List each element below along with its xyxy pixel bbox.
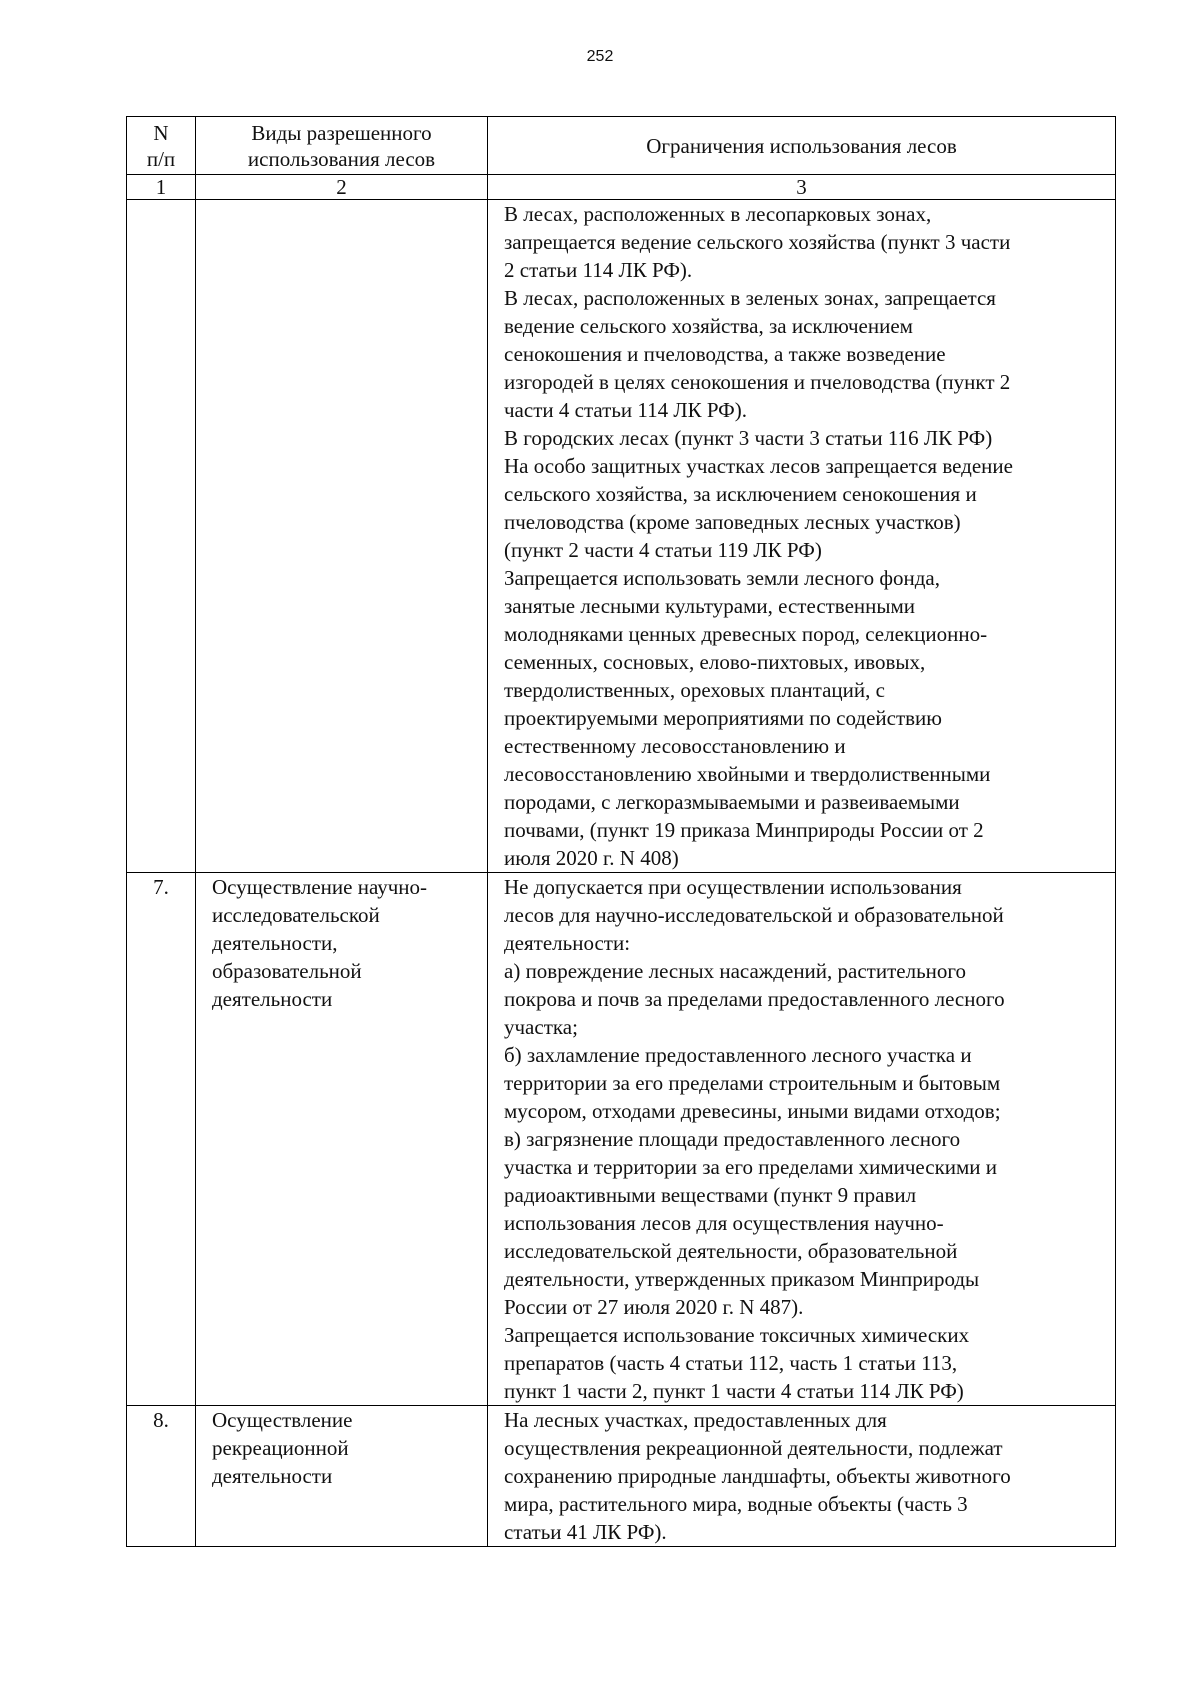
restriction-line: 2 статьи 114 ЛК РФ). [504, 258, 693, 282]
restriction-line: естественному лесовосстановлению и [504, 734, 846, 758]
restriction-line: деятельности: [504, 931, 631, 955]
restriction-line: июля 2020 г. N 408) [504, 846, 679, 870]
forest-use-restrictions-table [126, 116, 1116, 1547]
restriction-line: В лесах, расположенных в лесопарковых зонах, [504, 202, 932, 226]
row-number: 7. [127, 873, 196, 1406]
restriction-line: пчеловодства (кроме заповедных лесных участков) [504, 510, 961, 534]
restriction-line: территории за его пределами строительным и бытовым [504, 1071, 1001, 1095]
use-type-line: рекреационной [212, 1436, 349, 1460]
row-number: 8. [127, 1406, 196, 1547]
restriction-line: Запрещается использование токсичных химических [504, 1323, 970, 1347]
restriction-line: В городских лесах (пункт 3 части 3 статьи 116 ЛК РФ) [504, 426, 993, 450]
restriction-line: проектируемыми мероприятиями по содействию [504, 706, 942, 730]
restriction-cell [488, 1406, 1116, 1547]
use-type-line: исследовательской [212, 903, 380, 927]
restriction-line: покрова и почв за пределами предоставленного лесного [504, 987, 1005, 1011]
restriction-line: изгородей в целях сенокошения и пчеловодства (пункт 2 [504, 370, 1011, 394]
restriction-line: сохранению природные ландшафты, объекты животного [504, 1464, 1011, 1488]
restriction-line: В лесах, расположенных в зеленых зонах, запрещается [504, 286, 996, 310]
restriction-line: лесовосстановлению хвойными и твердолиственными [504, 762, 991, 786]
row-number [127, 200, 196, 873]
column-number: 1 [127, 175, 196, 200]
restriction-line: Запрещается использовать земли лесного фонда, [504, 566, 940, 590]
use-type-line: Осуществление [212, 1408, 353, 1432]
column-number: 2 [196, 175, 488, 200]
header-use-type-line: Виды разрешенного [251, 120, 432, 145]
restriction-line: пункт 1 части 2, пункт 1 части 4 статьи 114 ЛК РФ) [504, 1379, 964, 1403]
use-type-line: деятельности [212, 987, 333, 1011]
table-row [127, 1406, 1116, 1547]
header-row [127, 117, 1116, 175]
header-number [127, 117, 196, 175]
header-number-line: п/п [146, 146, 176, 171]
restriction-line: в) загрязнение площади предоставленного лесного [504, 1127, 961, 1151]
header-restrictions: Ограничения использования лесов [488, 117, 1116, 175]
page-number: 252 [586, 48, 614, 65]
restriction-line: На лесных участках, предоставленных для [504, 1408, 887, 1432]
restriction-line: статьи 41 ЛК РФ). [504, 1520, 667, 1544]
restriction-line: мусором, отходами древесины, иными видами отходов; [504, 1099, 1001, 1123]
use-type-line: деятельности, [212, 931, 338, 955]
restriction-line: участка; [504, 1015, 578, 1039]
restriction-cell [488, 200, 1116, 873]
restriction-line: твердолиственных, ореховых плантаций, с [504, 678, 885, 702]
header-number-line: N [153, 120, 169, 145]
restriction-line: почвами, (пункт 19 приказа Минприроды России от 2 [504, 818, 984, 842]
use-type-line: Осуществление научно- [212, 875, 427, 899]
use-type-cell [196, 200, 488, 873]
restriction-line: исследовательской деятельности, образовательной [504, 1239, 958, 1263]
restriction-line: запрещается ведение сельского хозяйства (пункт 3 части [504, 230, 1011, 254]
restriction-line: сельского хозяйства, за исключением сенокошения и [504, 482, 977, 506]
table-row [127, 200, 1116, 873]
restriction-line: деятельности, утвержденных приказом Минприроды [504, 1267, 980, 1291]
restriction-line: мира, растительного мира, водные объекты (часть 3 [504, 1492, 968, 1516]
column-number: 3 [488, 175, 1116, 200]
restriction-line: части 4 статьи 114 ЛК РФ). [504, 398, 748, 422]
header-use-type [196, 117, 488, 175]
restriction-line: препаратов (часть 4 статьи 112, часть 1 статьи 113, [504, 1351, 958, 1375]
restriction-line: использования лесов для осуществления научно- [504, 1211, 944, 1235]
restriction-line: участка и территории за его пределами химическими и [504, 1155, 998, 1179]
restriction-cell [488, 873, 1116, 1406]
restriction-line: сенокошения и пчеловодства, а также возведение [504, 342, 946, 366]
restriction-line: а) повреждение лесных насаждений, растительного [504, 959, 966, 983]
restriction-line: занятые лесными культурами, естественными [504, 594, 916, 618]
column-number-row [127, 175, 1116, 200]
restriction-line: радиоактивными веществами (пункт 9 правил [504, 1183, 917, 1207]
restriction-line: б) захламление предоставленного лесного участка и [504, 1043, 972, 1067]
restriction-line: (пункт 2 части 4 статьи 119 ЛК РФ) [504, 538, 822, 562]
table-row [127, 873, 1116, 1406]
restriction-line: лесов для научно-исследовательской и образовательной [504, 903, 1004, 927]
restriction-line: молодняками ценных древесных пород, селекционно- [504, 622, 988, 646]
use-type-cell [196, 1406, 488, 1547]
restriction-line: ведение сельского хозяйства, за исключением [504, 314, 913, 338]
use-type-cell [196, 873, 488, 1406]
restriction-line: семенных, сосновых, елово-пихтовых, ивовых, [504, 650, 926, 674]
header-use-type-line: использования лесов [247, 146, 436, 171]
use-type-line: образовательной [212, 959, 362, 983]
use-type-line: деятельности [212, 1464, 333, 1488]
restriction-line: осуществления рекреационной деятельности, подлежат [504, 1436, 1003, 1460]
restriction-line: На особо защитных участках лесов запрещается ведение [504, 454, 1013, 478]
restriction-line: России от 27 июля 2020 г. N 487). [504, 1295, 804, 1319]
restriction-line: Не допускается при осуществлении использования [504, 875, 962, 899]
restriction-line: породами, с легкоразмываемыми и развеиваемыми [504, 790, 960, 814]
